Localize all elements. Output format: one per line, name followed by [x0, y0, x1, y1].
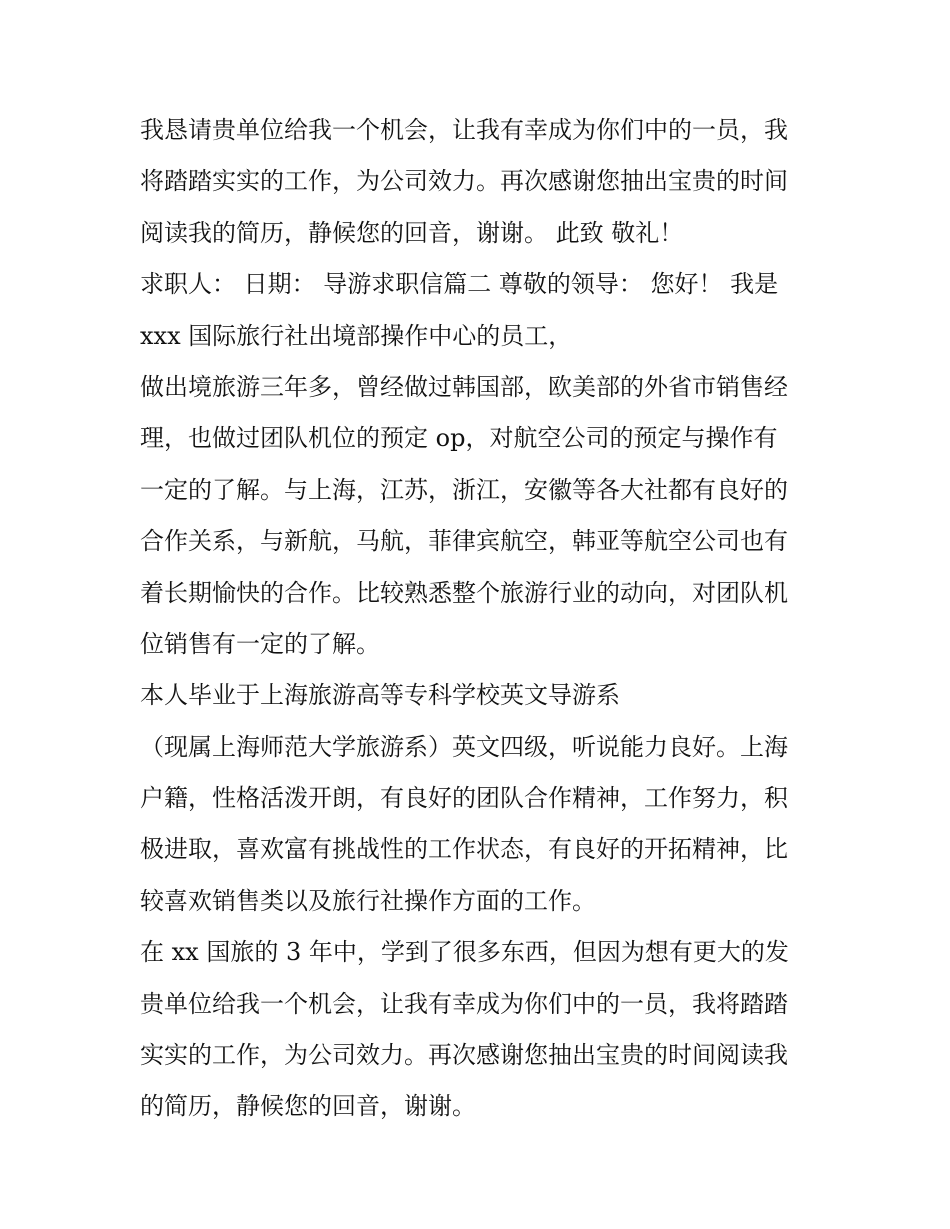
text-line: 在 xx 国旅的 3 年中，学到了很多东西，但因为想有更大的发 [140, 938, 789, 967]
text-line: 实实的工作，为公司效力。再次感谢您抽出宝贵的时间阅读我 [140, 1041, 788, 1070]
text-line: 户籍，性格活泼开朗，有良好的团队合作精神，工作努力，积 [140, 784, 788, 813]
text-line: 一定的了解。与上海，江苏，浙江，安徽等各大社都有良好的 [140, 475, 788, 504]
text-line: 本人毕业于上海旅游高等专科学校英文导游系 [140, 681, 620, 710]
text-line: （现属上海师范大学旅游系）英文四级，听说能力良好。上海 [140, 732, 788, 761]
text-line: 贵单位给我一个机会，让我有幸成为你们中的一员，我将踏踏 [140, 989, 788, 1018]
text-line: 我恳请贵单位给我一个机会，让我有幸成为你们中的一员，我 [140, 116, 788, 144]
text-line: 的简历，静候您的回音，谢谢。 [140, 1092, 476, 1121]
text-line: 将踏踏实实的工作，为公司效力。再次感谢您抽出宝贵的时间 [140, 167, 788, 196]
text-line: 阅读我的简历，静候您的回音，谢谢。 此致 敬礼！ [140, 218, 684, 247]
text-line: 做出境旅游三年多，曾经做过韩国部，欧美部的外省市销售经 [140, 372, 788, 401]
text-line: 理，也做过团队机位的预定 op，对航空公司的预定与操作有 [140, 424, 778, 453]
text-line: 合作关系，与新航，马航，菲律宾航空，韩亚等航空公司也有 [140, 527, 788, 556]
text-line: 求职人： 日期： 导游求职信篇二 尊敬的领导： 您好！ 我是 [140, 270, 779, 299]
text-line: 位销售有一定的了解。 [140, 629, 380, 658]
text-line: 极进取，喜欢富有挑战性的工作状态，有良好的开拓精神，比 [140, 835, 788, 864]
text-line: 着长期愉快的合作。比较熟悉整个旅游行业的动向，对团队机 [140, 578, 788, 607]
text-line: xxx 国际旅行社出境部操作中心的员工， [140, 321, 573, 350]
text-line: 较喜欢销售类以及旅行社操作方面的工作。 [140, 886, 596, 915]
letter-body [140, 105, 820, 1133]
